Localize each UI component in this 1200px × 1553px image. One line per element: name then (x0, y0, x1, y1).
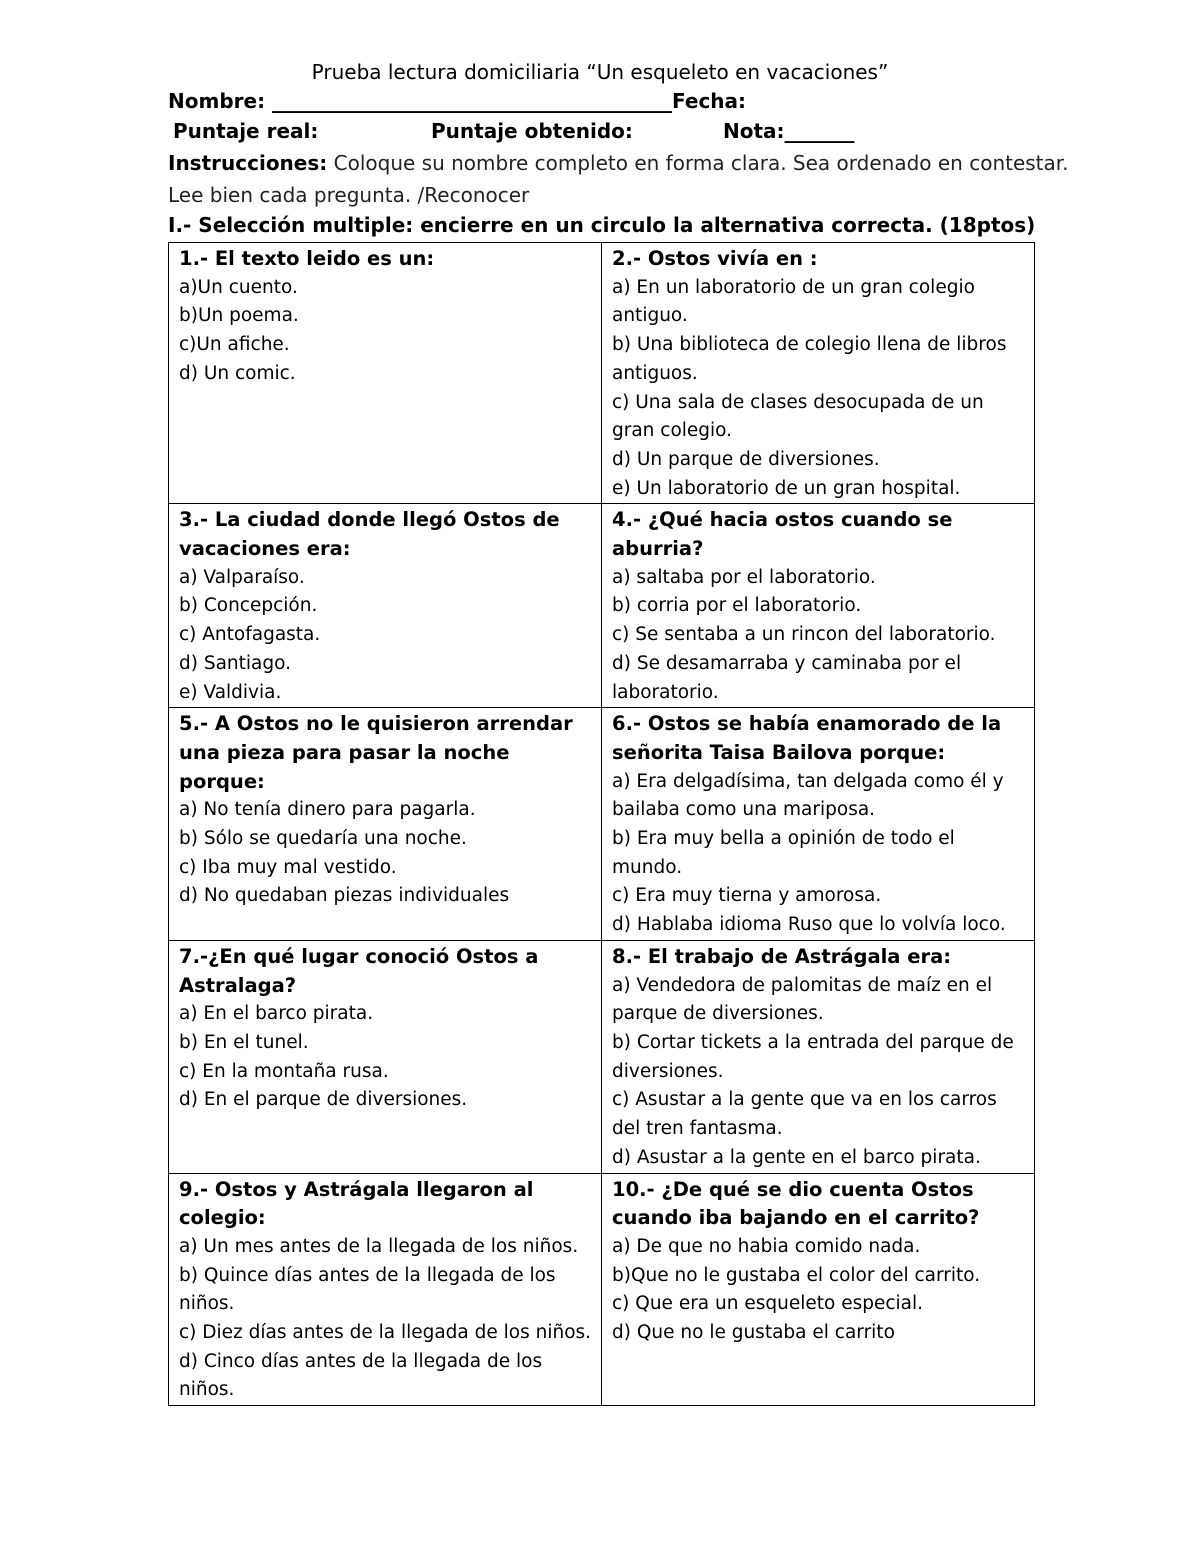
question-cell-6 (602, 708, 1035, 941)
question-text: 10.- ¿De qué se dio cuenta Ostos cuando iba bajando en el carrito? (612, 1177, 980, 1230)
nombre-blank[interactable]: ________________________________________ (265, 89, 673, 113)
instructions-line-2: Lee bien cada pregunta. /Reconocer (168, 183, 530, 207)
answer-option[interactable]: b) Una biblioteca de colegio llena de libros antiguos. (612, 334, 1007, 384)
question-cell-5 (169, 708, 602, 941)
answer-option[interactable]: d) Santiago. (179, 652, 291, 674)
answer-option[interactable]: a) Vendedora de palomitas de maíz en el parque de diversiones. (612, 974, 993, 1025)
answer-option[interactable]: d) Cinco días antes de la llegada de los niños. (179, 1350, 543, 1401)
answer-option[interactable]: d) No quedaban piezas individuales (179, 885, 510, 907)
answer-option[interactable]: e) Valdivia. (179, 681, 282, 703)
answer-option[interactable]: d) Se desamarraba y caminaba por el laboratorio. (612, 652, 962, 703)
question-cell-7 (169, 940, 602, 1173)
question-text: 2.- Ostos vivía en : (612, 247, 818, 270)
answer-option[interactable]: c) Iba muy mal vestido. (179, 856, 397, 878)
answer-option[interactable]: d) Un parque de diversiones. (612, 448, 880, 470)
answer-option[interactable]: b)Que no le gustaba el color del carrito. (612, 1264, 981, 1286)
answer-option[interactable]: a) saltaba por el laboratorio. (612, 566, 876, 588)
nota-field (723, 116, 855, 146)
question-text: 1.- El texto leido es un: (179, 247, 435, 270)
question-text: 5.- A Ostos no le quisieron arrendar una pieza para pasar la noche porque: (179, 712, 573, 793)
answer-option[interactable]: d) Hablaba idioma Ruso que lo volvía loco. (612, 914, 1006, 936)
question-cell-1 (169, 243, 602, 504)
answer-option[interactable]: b) corria por el laboratorio. (612, 595, 862, 617)
answer-option[interactable]: b) En el tunel. (179, 1031, 309, 1053)
answer-option[interactable]: d) Asustar a la gente en el barco pirata. (612, 1146, 981, 1168)
answer-option[interactable]: a) En el barco pirata. (179, 1003, 374, 1025)
question-cell-3 (169, 504, 602, 708)
puntaje-real-label: Puntaje real: (173, 119, 319, 143)
question-text: 8.- El trabajo de Astrágala era: (612, 944, 952, 968)
section-title: I.- Selección multiple: encierre en un circulo la alternativa correcta. (18ptos) (168, 213, 1036, 237)
answer-option[interactable]: b) Concepción. (179, 595, 318, 617)
question-text: 9.- Ostos y Astrágala llegaron al colegio: (179, 1177, 534, 1230)
answer-option[interactable]: c)Un afiche. (179, 334, 290, 356)
question-text: 6.- Ostos se había enamorado de la señorita Taisa Bailova porque: (612, 712, 1002, 764)
answer-option[interactable]: c) Diez días antes de la llegada de los niños. (179, 1322, 592, 1344)
instructions-line (168, 148, 1069, 178)
answer-option[interactable]: c) Que era un esqueleto especial. (612, 1293, 924, 1315)
question-cell-10 (602, 1173, 1035, 1406)
answer-option[interactable]: a) No tenía dinero para pagarla. (179, 799, 476, 821)
answer-option[interactable]: d) Un comic. (179, 362, 296, 384)
question-text: 4.- ¿Qué hacia ostos cuando se aburria? (612, 508, 953, 561)
question-cell-9 (169, 1173, 602, 1406)
answer-option[interactable]: b) Sólo se quedaría una noche. (179, 828, 467, 850)
answer-option[interactable]: e) Un laboratorio de un gran hospital. (612, 477, 961, 499)
question-cell-8 (602, 940, 1035, 1173)
fecha-label: Fecha: (672, 89, 747, 113)
question-text: 3.- La ciudad donde llegó Ostos de vacaciones era: (179, 508, 560, 561)
answer-option[interactable]: b) Quince días antes de la llegada de los niños. (179, 1264, 556, 1315)
question-row (169, 504, 1035, 708)
instrucciones-label: Instrucciones: (168, 151, 328, 175)
questions-table (168, 242, 1035, 1406)
question-cell-2 (602, 243, 1035, 504)
answer-option[interactable]: a) Un mes antes de la llegada de los niños. (179, 1235, 579, 1257)
answer-option[interactable]: c) Asustar a la gente que va en los carros del tren fantasma. (612, 1089, 997, 1140)
answer-option[interactable]: c) Era muy tierna y amorosa. (612, 885, 882, 907)
answer-option[interactable]: c) En la montaña rusa. (179, 1060, 389, 1082)
answer-option[interactable]: c) Una sala de clases desocupada de un gran colegio. (612, 391, 984, 442)
answer-option[interactable]: b) Era muy bella a opinión de todo el mundo. (612, 828, 955, 878)
answer-option[interactable]: d) Que no le gustaba el carrito (612, 1322, 895, 1344)
question-row (169, 708, 1035, 941)
name-date-line (168, 86, 746, 116)
answer-option[interactable]: a) De que no habia comido nada. (612, 1235, 921, 1257)
answer-option[interactable]: d) En el parque de diversiones. (179, 1089, 468, 1111)
nota-label: Nota: (723, 119, 785, 143)
answer-option[interactable]: a) Era delgadísima, tan delgada como él y bailaba como una mariposa. (612, 770, 1004, 821)
answer-option[interactable]: a) Valparaíso. (179, 566, 305, 588)
page-title: Prueba lectura domiciliaria “Un esqueleto en vacaciones” (311, 60, 889, 84)
answer-option[interactable]: b)Un poema. (179, 305, 299, 327)
question-row (169, 1173, 1035, 1406)
question-text: 7.-¿En qué lugar conoció Ostos a Astralaga? (179, 944, 539, 997)
answer-option[interactable]: c) Se sentaba a un rincon del laboratorio. (612, 624, 996, 646)
question-row (169, 940, 1035, 1173)
answer-option[interactable]: a)Un cuento. (179, 276, 298, 298)
instrucciones-text: Coloque su nombre completo en forma clara. Sea ordenado en contestar. (327, 151, 1069, 175)
answer-option[interactable]: b) Cortar tickets a la entrada del parque de diversiones. (612, 1031, 1014, 1082)
answer-option[interactable]: a) En un laboratorio de un gran colegio antiguo. (612, 276, 975, 327)
nombre-label: Nombre: (168, 89, 266, 113)
question-cell-4 (602, 504, 1035, 708)
nota-blank[interactable]: _______ (784, 119, 855, 143)
answer-option[interactable]: c) Antofagasta. (179, 624, 321, 646)
question-row (169, 243, 1035, 504)
puntaje-obtenido-label: Puntaje obtenido: (431, 119, 633, 143)
